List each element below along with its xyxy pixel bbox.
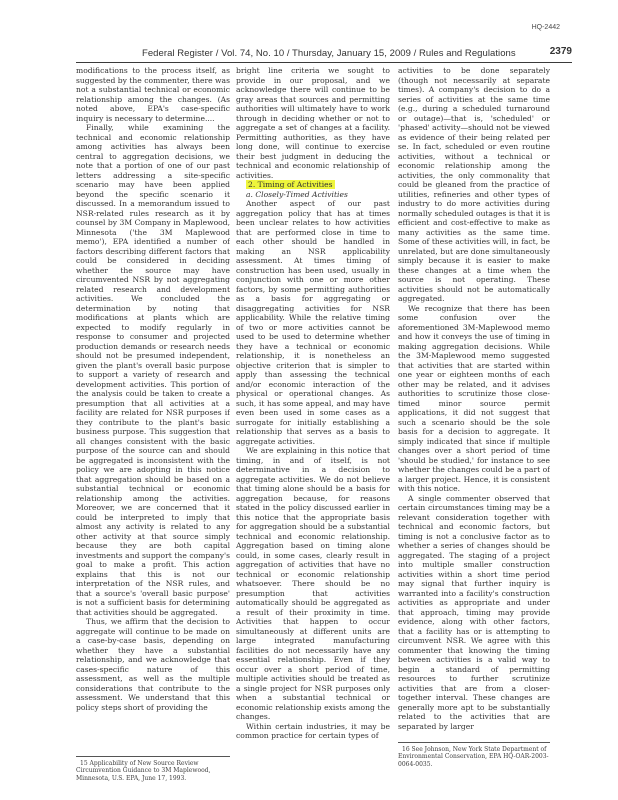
column-3-footnotes bbox=[398, 742, 550, 768]
running-header-text: Federal Register / Vol. 74, No. 10 / Thursday, January 15, 2009 / Rules and Regulations bbox=[142, 48, 516, 59]
col2-paragraph: Within certain industries, it may be common practice for certain types of bbox=[236, 721, 390, 740]
footnote: 15 Applicability of New Source Review Circumvention Guidance to 3M Maplewood, Minnesota, U.S. EPA, June 17, 1993. bbox=[76, 760, 211, 782]
column-1-footnotes bbox=[76, 756, 230, 782]
col1-paragraph: Thus, we affirm that the decision to aggregate will continue to be made on a case-by-case basis, depending on whether they have a substantial relationship, and we acknowledge that cases-specific nature of this assessment, as well as the multiple considerations that contribute to the assessment. We understand that this policy steps short of providing the bbox=[76, 617, 230, 712]
col2-intro: bright line criteria we sought to provide in our proposal, and we acknowledge there will continue to be gray areas that sources and permitting authorities will ultimately have to work through in deciding whether or not to aggregate a set of changes at a facility. Permitting authorities, as they have long done, will continue to exercise their best judgment in deducing the technical and economic relationship of activities. bbox=[236, 66, 390, 180]
highlighted-heading: 2. Timing of Activities bbox=[248, 180, 333, 189]
col3-paragraph: A single commenter observed that certain circumstances timing may be a relevant consideration together with technical and economic factors, but timing is not a conclusive factor as to whether a series of changes should be aggregated. The staging of a project into multiple smaller construction activities within a short time period may signal that further inquiry is warranted into a facility's construction activities as appropriate and under that approach, timing may provide evidence, along with other factors, that a facility has or is attempting to circumvent NSR. We agree with this commenter that knowing the timing between activities is a valid way to begin a standard of permitting resources to further scrutinize activities that are from a closer-together interval. These changes are generally more apt to be substantially related to the activities that are separated by larger bbox=[398, 493, 550, 731]
column-3 bbox=[398, 66, 550, 786]
column-2 bbox=[236, 66, 390, 786]
col1-paragraph: modifications to the process itself, as suggested by the commenter, there was not a substantial technical or economic relationship among the changes. (As noted above, EPA's case-specific inquiry is necessary to determine.... bbox=[76, 66, 230, 123]
col3-paragraph: We recognize that there has been some confusion over the aforementioned 3M-Maplewood memo and how it conveys the use of timing in making aggregation decisions. While the 3M-Maplewood memo suggested that activities that are started within one year or eighteen months of each other may be related, and it advises authorities to scrutinize those close-timed minor source permit applications, it did not suggest that such a scenario should be the sole basis for a decision to aggregate. It simply indicated that since if multiple changes over a short period of time 'should be studied,' for instance to see whether the changes could be a part of a larger project. Hence, it is consistent with this notice. bbox=[398, 303, 550, 493]
page-number: 2379 bbox=[549, 46, 572, 57]
col1-paragraph: Finally, while examining the technical and economic relationship among activities has always been central to aggregation decisions, we note that a portion of one of our past letters addressing a site-specific scenario may have been applied beyond the specific scenario it discussed. In a memorandum issued to NSR-related rules research as it by counsel by 3M Company in Maplewood, Minnesota ('the 3M Maplewood memo'), EPA identified a number of factors describing different factors that could be considered in deciding whether the source may have circumvented NSR by not aggregating related research and development activities. We concluded the determination by noting that modifications at plants which are expected to modify regularly in response to consumer and projected production demands or research needs should not be presumed independent, given the plant's overall basic purpose to support a variety of research and development activities. This portion of the analysis could be taken to create a presumption that all activities at a facility are related for NSR purposes if they contribute to the plant's basic business purpose. This suggestion that all changes consistent with the basic purpose of the source can and should be aggregated is inconsistent with the policy we are adopting in this notice that aggregation should be based on a substantial technical or economic relationship among the activities. Moreover, we are concerned that it could be interpreted to imply that almost any activity is related to any other activity at that source simply because they are both capital investments and support the company's goal to make a profit. This action explains that this is not our interpretation of the NSR rules, and that a source's 'overall basic purpose' is not a sufficient basis for determining that activities should be aggregated. bbox=[76, 123, 230, 617]
section-heading bbox=[236, 180, 390, 190]
col2-paragraph: Another aspect of our past aggregation policy that has at times been unclear relates to how activities that are performed close in time to each other should be handled in making an NSR applicability assessment. At times timing of construction has been used, usually in conjunction with one or more other factors, by some permitting authorities as a basis for aggregating or disaggregating activities for NSR applicability. While the relative timing of two or more activities cannot be used to be used to determine whether they have a technical or economic relationship, it is nonetheless an objective criterion that is simpler to apply than assessing the technical and/or economic interaction of the physical or operational changes. As such, it has some appeal, and may have even been used in some cases as a surrogate for initially establishing a relationship that serves as a basis to aggregate activities. bbox=[236, 199, 390, 446]
section-subheading: a. Closely-Timed Activities bbox=[246, 189, 348, 199]
running-header bbox=[76, 44, 572, 63]
col3-paragraph: activities to be done separately (though not necessarily at separate times). A company's decision to do a series of activities at the same time (e.g., during a scheduled turnaround or outage)—that is, 'scheduled' or 'phased' activity—should not be viewed as evidence of their being related per se. In fact, scheduled or even routine activities, without a technical or economic relationship among the activities, the only commonality that could be gleaned from the practice of utilities, refineries and other types of industry to do more activities during normally scheduled outages is that it is efficient and cost-effective to make as many activities as the same time. Some of these activities will, in fact, be unrelated, but are done simultaneously simply because it is easier to make these changes at a time when the source is not operating. These activities should not be automatically aggregated. bbox=[398, 66, 550, 303]
footnote: 16 See Johnson, New York State Department of Environmental Conservation, EPA HQ-OAR-2003-0064-0035. bbox=[398, 746, 549, 768]
col2-paragraph: We are explaining in this notice that timing, in and of itself, is not determinative in a decision to aggregate activities. We do not believe that timing alone should be a basis for aggregation because, for reasons stated in the policy discussed earlier in this notice that the appropriate basis for aggregation should be a substantial technical and economic relationship. Aggregation based on timing alone could, in some cases, clearly result in aggregation of activities that have no technical or economic relationship whatsoever. There should be no presumption that activities automatically should be aggregated as a result of their proximity in time. Activities that happen to occur simultaneously at different units are large integrated manufacturing facilities do not necessarily have any essential relationship. Even if they occur over a short period of time, multiple activities should be treated as a single project for NSR purposes only when a substantial technical or economic relationship exists among the changes. bbox=[236, 446, 390, 721]
document-id: HQ-2442 bbox=[531, 24, 560, 31]
column-1 bbox=[76, 66, 230, 752]
